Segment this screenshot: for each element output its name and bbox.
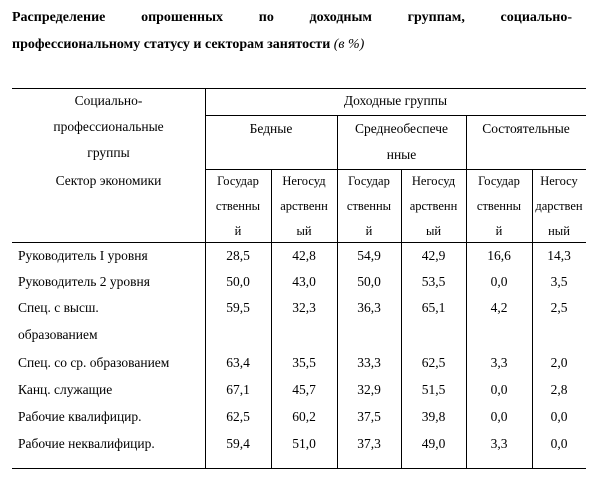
table-cell: 33,3: [357, 355, 381, 370]
table-cell: 32,3: [292, 300, 316, 315]
table-row-label: Руководитель I уровня: [18, 248, 148, 263]
table-cell: 42,9: [421, 248, 446, 263]
table-cell: 50,0: [357, 274, 381, 289]
table-row-label: Рабочие квалифицир.: [18, 409, 142, 424]
table-cell: 0,0: [550, 436, 568, 451]
sector-subheader: ственны: [346, 199, 392, 213]
sector-subheader: ственны: [215, 199, 261, 213]
table-cell: 54,9: [357, 248, 381, 263]
table-cell: 0,0: [550, 409, 568, 424]
table-cell: 28,5: [226, 248, 250, 263]
income-distribution-table: [12, 88, 586, 469]
sector-subheader: арственн: [280, 199, 328, 213]
sector-subheader: Государ: [478, 174, 520, 188]
table-cell: 16,6: [487, 248, 511, 263]
sector-subheader: дарствен: [535, 199, 583, 213]
table-caption: [12, 4, 572, 58]
table-cell: 3,3: [490, 436, 508, 451]
table-cell: 49,0: [421, 436, 446, 451]
table-cell: 65,1: [421, 300, 446, 315]
table-cell: 32,9: [357, 382, 381, 397]
sector-subheader: й: [234, 224, 242, 238]
table-bottom-rule: [12, 468, 586, 469]
table-cell: 50,0: [226, 274, 250, 289]
sector-subheader: Негосу: [540, 174, 578, 188]
table-cell: 4,2: [490, 300, 508, 315]
table-cell: 53,5: [421, 274, 446, 289]
table-cell: 45,7: [292, 382, 316, 397]
table-cell: 59,5: [226, 300, 250, 315]
table-cell: 37,3: [357, 436, 381, 451]
sector-subheader: ный: [548, 224, 570, 238]
sector-subheader: ственны: [476, 199, 522, 213]
rowlabel-line-3: группы: [87, 145, 130, 160]
rowlabel-line-1: Социально-: [74, 93, 143, 108]
table-cell: 62,5: [421, 355, 446, 370]
table-cell: 35,5: [292, 355, 316, 370]
group-middle-line-1: Среднеобеспече: [354, 121, 449, 136]
table-row-label: Руководитель 2 уровня: [18, 274, 150, 289]
table-row-label: Спец. с высш.: [18, 300, 99, 315]
table-row-label: Спец. со ср. образованием: [18, 355, 170, 370]
sector-subheader: ый: [425, 224, 442, 238]
table-cell: 14,3: [547, 248, 571, 263]
table-cell: 42,8: [292, 248, 316, 263]
rowlabel-line-2: профессиональные: [53, 119, 164, 134]
sector-subheader: Государ: [348, 174, 390, 188]
caption-unit: (в %): [333, 37, 365, 52]
table-cell: 0,0: [490, 409, 508, 424]
group-middle-line-2: нные: [386, 147, 417, 162]
table-cell: 3,3: [490, 355, 508, 370]
table-cell: 59,4: [226, 436, 250, 451]
table-row-label: Канц. служащие: [18, 382, 113, 397]
group-poor: Бедные: [249, 121, 293, 136]
sector-subheader: й: [495, 224, 503, 238]
table-cell: 37,5: [357, 409, 381, 424]
table-row-label-cont: образованием: [18, 327, 98, 342]
table-cell: 62,5: [226, 409, 250, 424]
group-rich: Состоятельные: [482, 121, 570, 136]
table-cell: 39,8: [421, 409, 446, 424]
table-cell: 43,0: [292, 274, 316, 289]
table-row-label: Рабочие неквалифицир.: [18, 436, 155, 451]
table-cell: 2,8: [550, 382, 568, 397]
table-cell: 36,3: [357, 300, 381, 315]
table-cell: 0,0: [490, 274, 508, 289]
sector-subheader: Государ: [217, 174, 259, 188]
table-cell: 2,5: [550, 300, 568, 315]
table-cell: 60,2: [292, 409, 316, 424]
sector-subheader: Негосуд: [411, 174, 456, 188]
table-cell: 3,5: [550, 274, 568, 289]
income-groups-header: Доходные группы: [343, 93, 448, 108]
sector-subheader: арственн: [409, 199, 458, 213]
table-cell: 51,0: [292, 436, 316, 451]
table-cell: 0,0: [490, 382, 508, 397]
table-cell: 63,4: [226, 355, 250, 370]
sector-subheader: ый: [296, 224, 312, 238]
caption-line-2: профессиональному статусу и секторам занятости: [12, 37, 331, 52]
sector-subheader: й: [365, 224, 373, 238]
table-cell: 2,0: [550, 355, 568, 370]
sector-label: Сектор экономики: [55, 173, 162, 188]
table-cell: 51,5: [421, 382, 446, 397]
sector-subheader: Негосуд: [282, 174, 326, 188]
caption-line-1: Распределение опрошенных по доходным группам, социально-: [12, 10, 572, 25]
table-cell: 67,1: [226, 382, 250, 397]
